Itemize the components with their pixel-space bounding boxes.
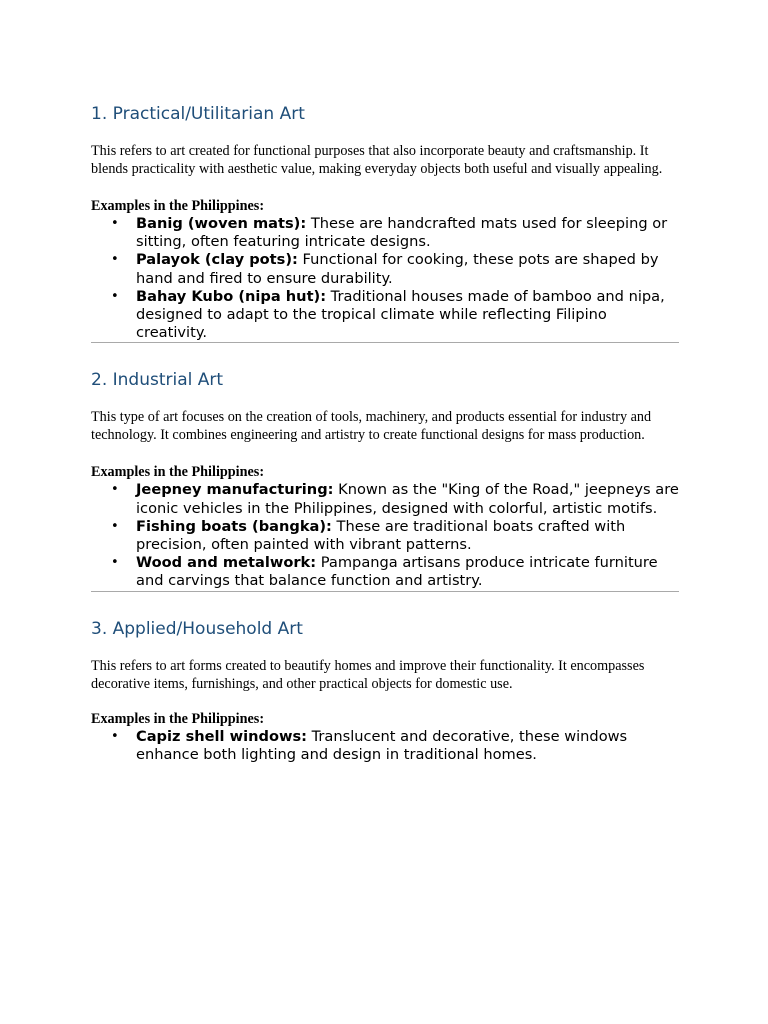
- examples-list-applied-art: [91, 728, 679, 764]
- document-page: [91, 100, 679, 764]
- bullet-icon: •: [111, 728, 119, 744]
- item-term: Fishing boats (bangka):: [136, 517, 332, 535]
- section-divider: [91, 591, 679, 592]
- bullet-icon: •: [111, 216, 119, 231]
- item-term: Capiz shell windows:: [136, 727, 307, 745]
- bullet-icon: •: [111, 482, 119, 498]
- section-intro-industrial-art: This type of art focuses on the creation of tools, machinery, and products essential for industry and technology. It combines engineering and artistry to create functional designs for mass production.: [91, 409, 652, 444]
- section-intro-practical-art: This refers to art created for functional purposes that also incorporate beauty and craftsmanship. It blends practicality with aesthetic value, making everyday objects both useful and visually appealing.: [91, 143, 663, 177]
- bullet-icon: •: [111, 555, 119, 571]
- section-title-industrial-art: 2. Industrial Art: [91, 370, 224, 391]
- item-term: Jeepney manufacturing:: [136, 481, 334, 499]
- examples-label: Examples in the Philippines:: [91, 710, 265, 727]
- list-item: [91, 518, 679, 554]
- item-description: Functional for cooking, these pots are shaped by hand and fired to ensure durability.: [136, 251, 659, 287]
- list-item: [91, 288, 679, 343]
- section-intro-applied-art: This refers to art forms created to beautify homes and improve their functionality. It encompasses decorative items, furnishings, and other practical objects for domestic use.: [91, 657, 645, 692]
- bullet-icon: •: [111, 518, 119, 534]
- examples-list-practical-art: [91, 215, 679, 342]
- item-description: Traditional houses made of bamboo and nipa, designed to adapt to the tropical climate while reflecting Filipino creativity.: [136, 287, 665, 342]
- section-title-applied-art: 3. Applied/Household Art: [91, 618, 303, 639]
- list-item: [91, 481, 679, 517]
- list-item: [91, 215, 679, 251]
- list-item: [91, 554, 679, 590]
- examples-label: Examples in the Philippines:: [91, 198, 265, 214]
- examples-label: Examples in the Philippines:: [91, 464, 265, 481]
- item-term: Bahay Kubo (nipa hut):: [136, 287, 327, 305]
- item-term: Wood and metalwork:: [136, 554, 317, 572]
- examples-list-industrial-art: [91, 481, 679, 590]
- list-item: [91, 251, 679, 287]
- section-divider: [91, 342, 679, 343]
- bullet-icon: •: [111, 252, 119, 268]
- item-description: These are traditional boats crafted with precision, often painted with vibrant patterns.: [136, 517, 626, 554]
- item-term: Palayok (clay pots):: [136, 251, 298, 269]
- list-item: [91, 728, 679, 764]
- section-title-practical-art: 1. Practical/Utilitarian Art: [91, 104, 305, 124]
- item-description: Translucent and decorative, these windows enhance both lighting and design in traditional homes.: [136, 727, 628, 763]
- item-description: Known as the "King of the Road," jeepneys are iconic vehicles in the Philippines, designed with colorful, artistic motifs.: [136, 481, 679, 517]
- bullet-icon: •: [111, 288, 119, 304]
- item-description: These are handcrafted mats used for sleeping or sitting, often featuring intricate designs.: [136, 215, 668, 251]
- item-term: Banig (woven mats):: [136, 215, 307, 232]
- item-description: Pampanga artisans produce intricate furniture and carvings that balance function and artistry.: [136, 554, 658, 590]
